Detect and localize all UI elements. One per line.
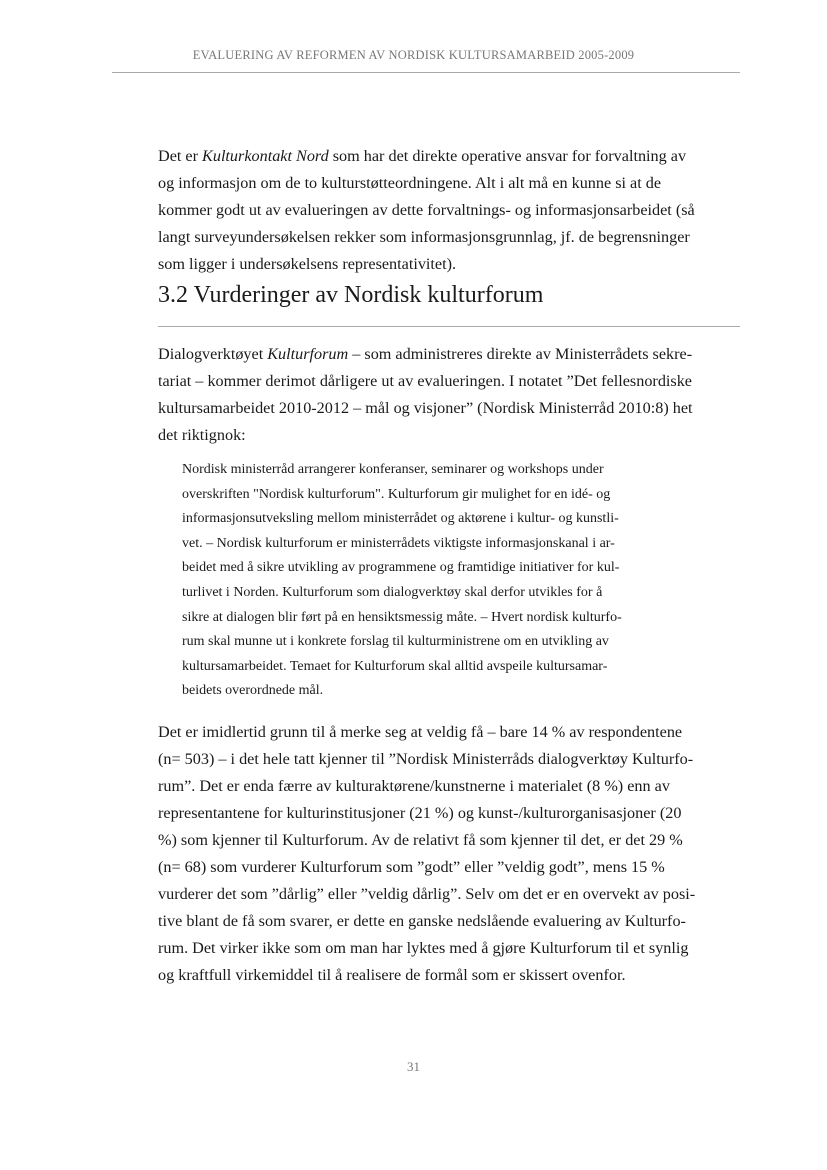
text-line: som ligger i undersøkelsens representativitet). <box>158 255 457 273</box>
text-line: langt surveyundersøkelsen rekker som informasjonsgrunnlag, jf. de begrensninger <box>158 228 690 246</box>
text-line: representantene for kulturinstitusjoner (21 %) og kunst-/kulturorganisasjoner (20 <box>158 804 682 822</box>
text-line: %) som kjenner til Kulturforum. Av de relativt få som kjenner til det, er det 29 % <box>158 831 683 849</box>
text-line: det riktignok: <box>158 426 246 444</box>
quote-line: rum skal munne ut i konkrete forslag til kulturministrene om en utvikling av <box>182 634 609 650</box>
text-line <box>158 143 748 170</box>
emphasis: Kulturforum <box>267 345 349 363</box>
text-segment: Det er <box>158 147 203 165</box>
text-line: rum”. Det er enda færre av kulturaktørene/kunstnerne i materialet (8 %) enn av <box>158 777 670 795</box>
page-number: 31 <box>407 1059 420 1074</box>
text-segment: Dialogverktøyet <box>158 345 268 363</box>
quote-line: Nordisk ministerråd arrangerer konferanser, seminarer og workshops under <box>182 462 604 477</box>
text-line: Det er imidlertid grunn til å merke seg at veldig få – bare 14 % av respondentene <box>158 723 683 741</box>
quote-line: beidets overordnede mål. <box>182 683 324 699</box>
paragraph-dialogverktoy <box>158 341 748 449</box>
running-header: EVALUERING AV REFORMEN AV NORDISK KULTURSAMARBEID 2005-2009 <box>192 48 635 62</box>
paragraph-kulturkontakt <box>158 143 748 278</box>
section-heading: 3.2 Vurderinger av Nordisk kulturforum <box>158 282 544 308</box>
text-segment: som har det direkte operative ansvar for forvaltning av <box>328 147 687 165</box>
text-line: og kraftfull virkemiddel til å realisere de formål som er skissert ovenfor. <box>158 966 626 984</box>
emphasis: Kulturkontakt Nord <box>202 147 329 165</box>
quote-line: beidet med å sikre utvikling av programmene og framtidige initiativer for kul- <box>182 560 620 576</box>
text-line: (n= 503) – i det hele tatt kjenner til ”Nordisk Ministerråds dialogverktøy Kulturfo- <box>158 750 694 768</box>
paragraph-respondenter <box>158 719 748 989</box>
text-segment: – som administreres direkte av Ministerrådets sekre- <box>348 345 693 363</box>
header-divider <box>112 72 740 73</box>
text-line: og informasjon om de to kulturstøtteordningene. Alt i alt må en kunne si at de <box>158 174 662 192</box>
quote-line: sikre at dialogen blir ført på en hensiktsmessig måte. – Hvert nordisk kulturfo- <box>182 609 622 625</box>
text-line: vurderer det som ”dårlig” eller ”veldig dårlig”. Selv om det er en overvekt av posi- <box>158 885 696 903</box>
text-line: kultursamarbeidet 2010-2012 – mål og visjoner” (Nordisk Ministerråd 2010:8) het <box>158 399 693 417</box>
quote-line: kultursamarbeidet. Temaet for Kulturforum skal alltid avspeile kultursamar- <box>182 658 608 674</box>
text-line: rum. Det virker ikke som om man har lyktes med å gjøre Kulturforum til et synlig <box>158 939 689 957</box>
quote-line: turlivet i Norden. Kulturforum som dialogverktøy skal derfor utvikles for å <box>182 584 603 600</box>
quote-line: vet. – Nordisk kulturforum er ministerrådets viktigste informasjonskanal i ar- <box>182 535 615 551</box>
heading-divider <box>158 326 740 327</box>
text-line: tive blant de få som svarer, er dette en ganske nedslående evaluering av Kulturfo- <box>158 912 686 930</box>
text-line: (n= 68) som vurderer Kulturforum som ”godt” eller ”veldig godt”, mens 15 % <box>158 858 665 876</box>
block-quote <box>182 458 622 704</box>
quote-line: overskriften "Nordisk kulturforum". Kulturforum gir mulighet for en idé- og <box>182 486 611 502</box>
text-line: kommer godt ut av evalueringen av dette forvaltnings- og informasjonsarbeidet (så <box>158 201 695 219</box>
quote-line: informasjonsutveksling mellom ministerrådet og aktørene i kultur- og kunstli- <box>182 511 619 527</box>
text-line <box>158 341 748 368</box>
text-line: tariat – kommer derimot dårligere ut av evalueringen. I notatet ”Det fellesnordiske <box>158 372 692 390</box>
